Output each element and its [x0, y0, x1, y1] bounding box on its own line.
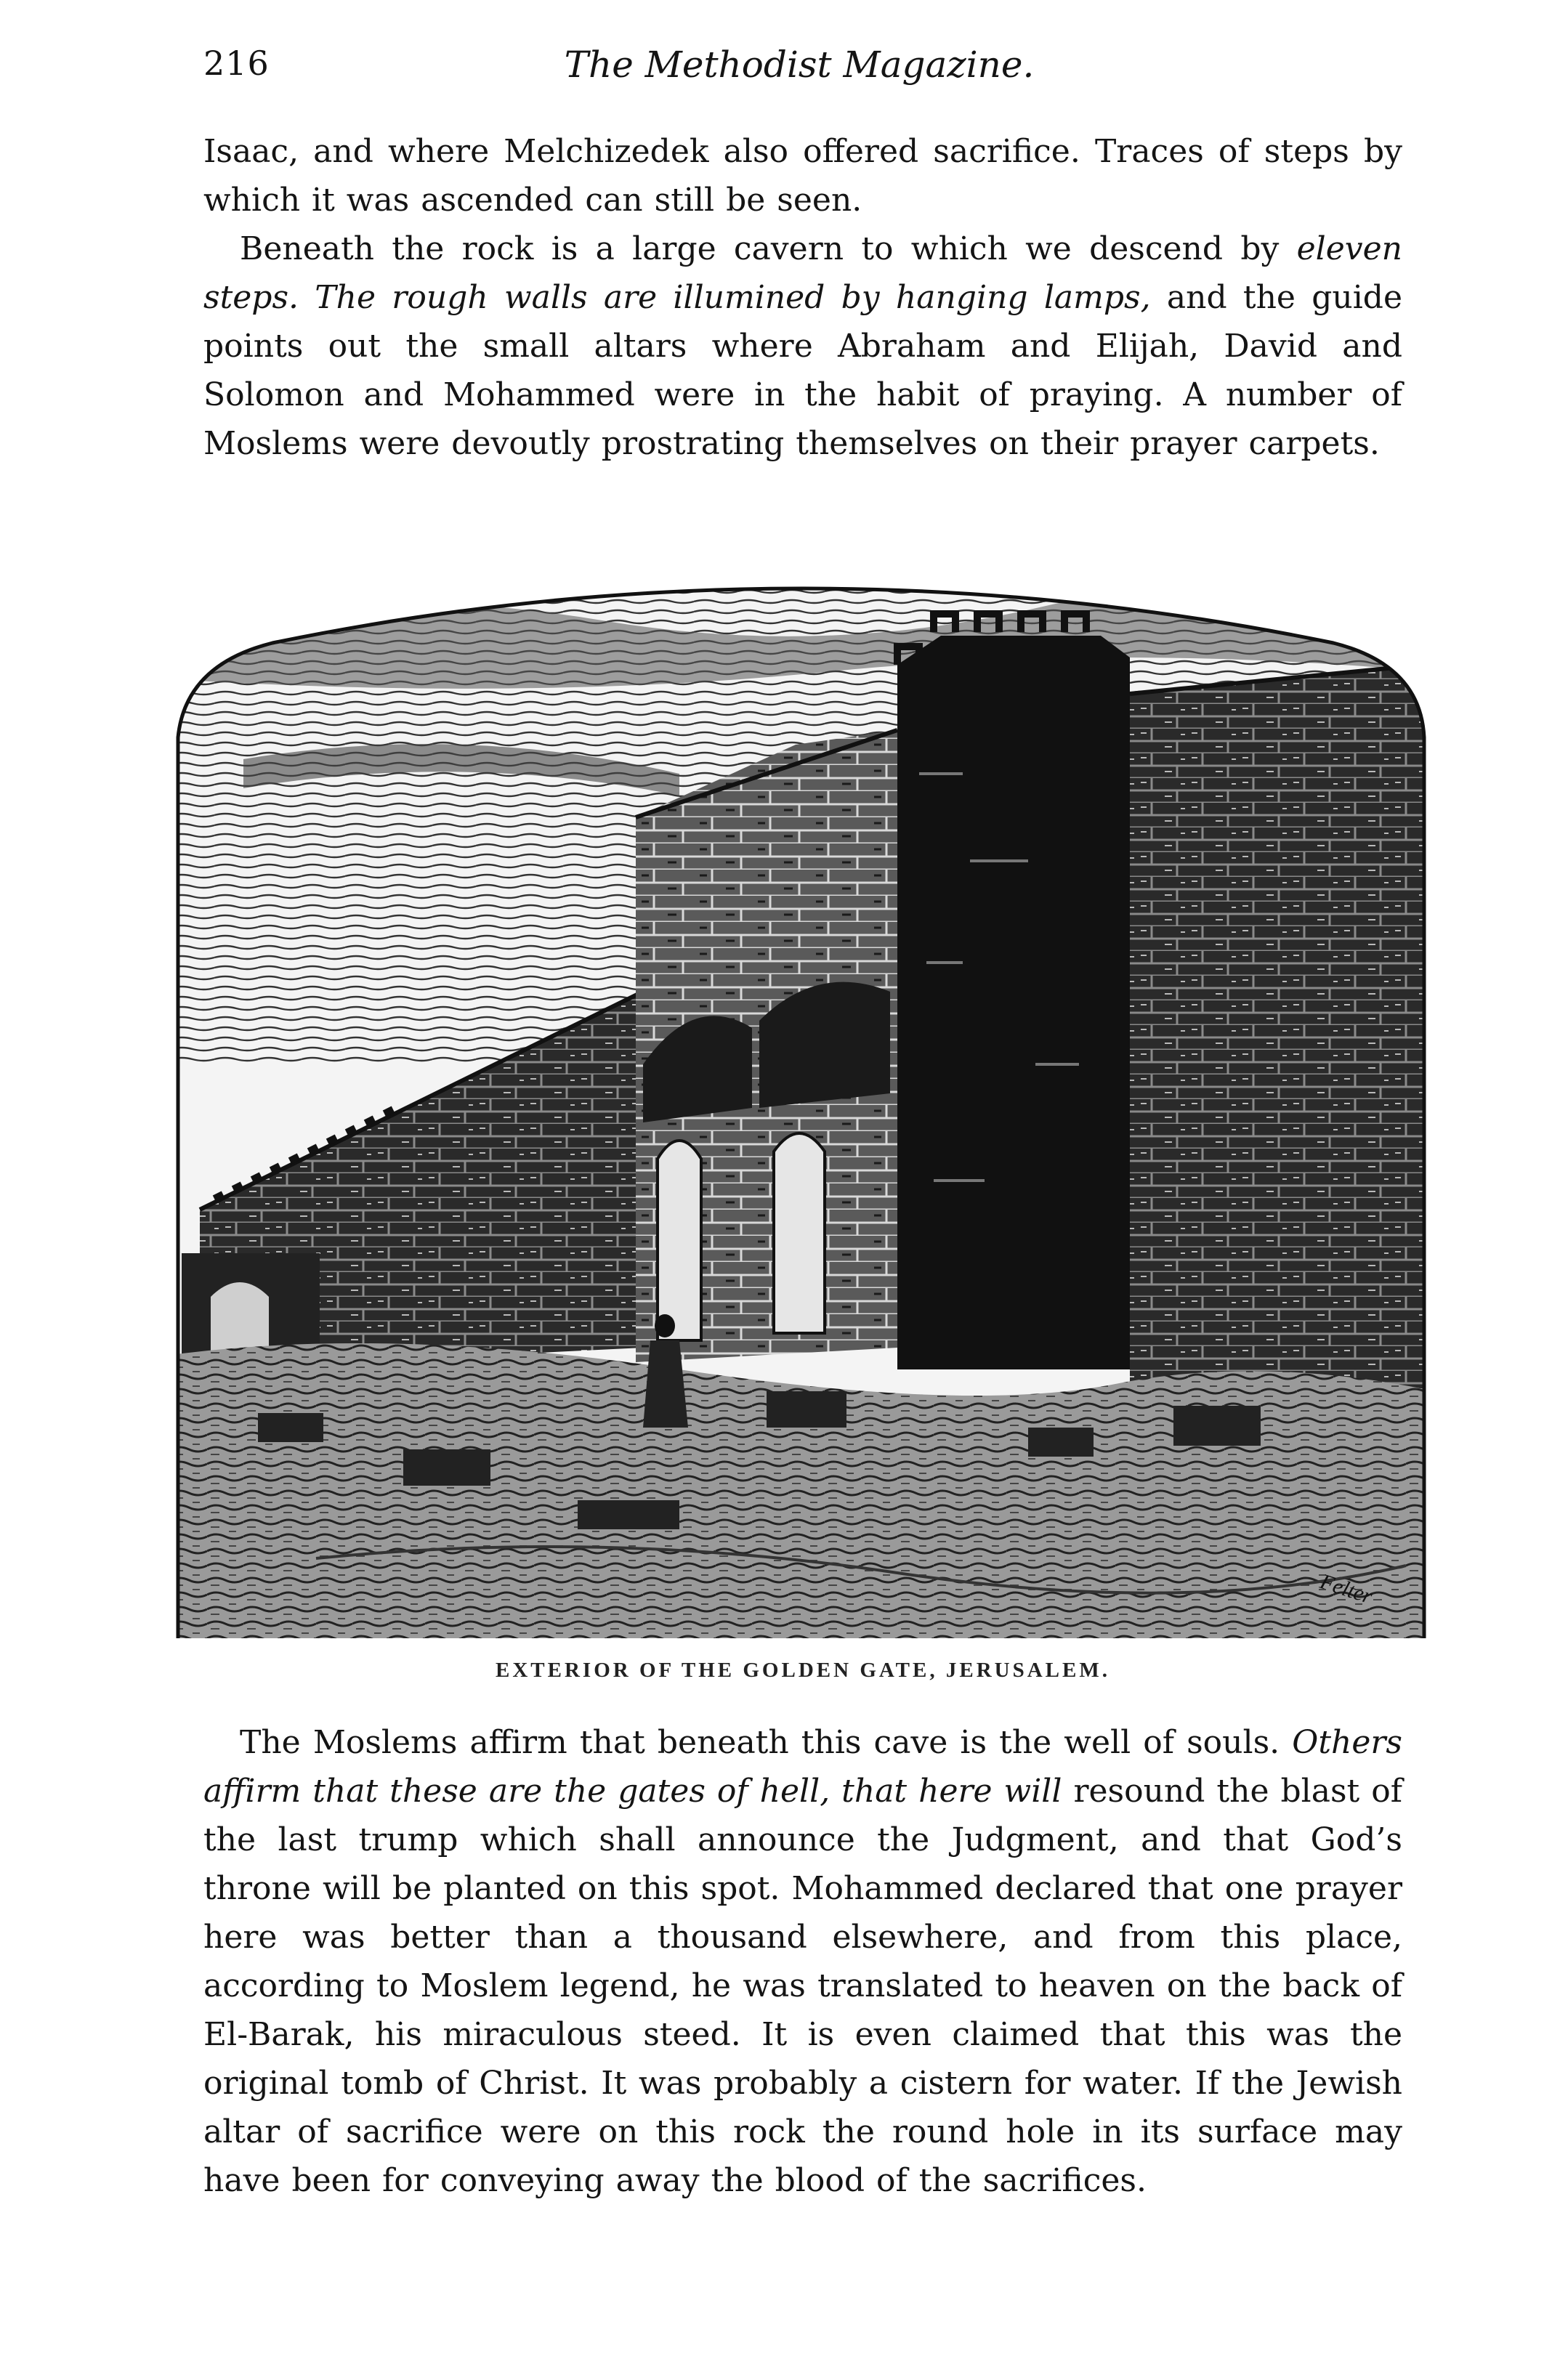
paragraph-cavern: [203, 224, 1402, 468]
cavern-text-start: Beneath the rock is a large cavern to which we descend by: [240, 230, 1297, 267]
paragraph-continuation: Isaac, and where Melchizedek also offered sacrifice. Traces of steps by which it was ascended can still be seen.: [203, 133, 1402, 219]
page-number: 216: [203, 44, 270, 83]
paragraph-moslems: [203, 1718, 1402, 2205]
top-text-block: [203, 127, 1402, 468]
cavern-text-end: and the guide points out the small altars where Abraham and Elijah, David and Solomon and Mohammed were in the habit of praying. A number of Moslems were devoutly prostrating themselves on their prayer carpets.: [203, 279, 1402, 462]
golden-gate-engraving: [171, 556, 1435, 1682]
figure-caption: EXTERIOR OF THE GOLDEN GATE, JERUSALEM.: [496, 1659, 1110, 1682]
engraving-illustration: [171, 556, 1435, 1638]
running-title: The Methodist Magazine.: [564, 44, 1035, 86]
artist-signature: Felter: [1317, 1569, 1375, 1609]
moslems-text-end: resound the blast of the last trump which shall announce the Judgment, and that God’s throne will be planted on this spot. Mohammed declared that one prayer here was better than a thousand elsewhere, and from this place, according to Moslem legend, he was translated to heaven on the back of El-Barak, his miraculous steed. It is even claimed that this was the original tomb of Christ. It was probably a cistern for water. If the Jewish altar of sacrifice were on this rock the round hole in its surface may have been for conveying away the blood of the sacrifices.: [203, 1773, 1402, 2199]
moslems-text-start: The Moslems affirm that beneath this cave is the well of souls.: [240, 1724, 1293, 1761]
bottom-text-block: [203, 1718, 1402, 2205]
moslems-italic-text: Others affirm that these are the gates of hell, that here will: [203, 1724, 1402, 1810]
cavern-italic-text: eleven steps. The rough walls are illumined by hanging lamps,: [203, 230, 1402, 316]
page-header: [203, 44, 1395, 102]
